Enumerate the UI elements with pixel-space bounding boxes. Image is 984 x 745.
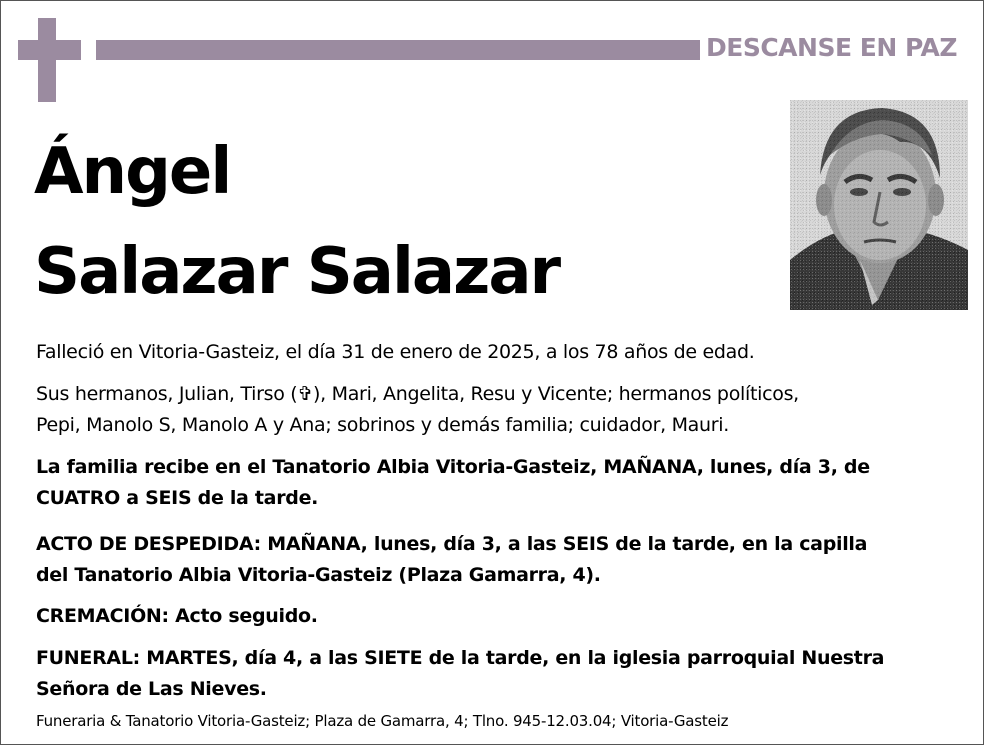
- rip-heading: DESCANSE EN PAZ: [706, 33, 957, 62]
- reception-paragraph: [36, 452, 956, 514]
- funeral-home-footer: Funeraria & Tanatorio Vitoria-Gasteiz; Plaza de Gamarra, 4; Tlno. 945-12.03.04; Vitoria-Gasteiz: [36, 712, 729, 730]
- family-paragraph: [36, 379, 956, 441]
- portrait-photo: [790, 100, 968, 310]
- family-line-1: [36, 379, 956, 410]
- deceased-first-name: Ángel: [34, 135, 231, 209]
- farewell-line-2: del Tanatorio Albia Vitoria-Gasteiz (Plaza Gamarra, 4).: [36, 564, 601, 586]
- family-line-1-start: Sus hermanos, Julian, Tirso (: [36, 383, 298, 405]
- header-divider-bar: [96, 40, 700, 60]
- cremation-text: CREMACIÓN: Acto seguido.: [36, 605, 318, 627]
- farewell-line-1: ACTO DE DESPEDIDA: MAÑANA, lunes, día 3, a las SEIS de la tarde, en la capilla: [36, 533, 868, 555]
- farewell-paragraph: [36, 529, 956, 591]
- funeral-line-1: FUNERAL: MARTES, día 4, a las SIETE de la tarde, en la iglesia parroquial Nuestra: [36, 647, 885, 669]
- family-line-2: Pepi, Manolo S, Manolo A y Ana; sobrinos y demás familia; cuidador, Mauri.: [36, 414, 729, 436]
- reception-line-1: La familia recibe en el Tanatorio Albia Vitoria-Gasteiz, MAÑANA, lunes, día 3, de: [36, 456, 870, 478]
- family-line-1-end: ), Mari, Angelita, Resu y Vicente; hermanos políticos,: [313, 383, 799, 405]
- cross-horizontal-bar: [18, 40, 81, 60]
- funeral-paragraph: [36, 643, 956, 705]
- portrait-photo-icon: [790, 100, 968, 310]
- reception-line-2: CUATRO a SEIS de la tarde.: [36, 487, 319, 509]
- deceased-last-names: Salazar Salazar: [34, 235, 560, 309]
- death-notice-text: Falleció en Vitoria-Gasteiz, el día 31 de enero de 2025, a los 78 años de edad.: [36, 341, 755, 363]
- cross-vertical-bar: [38, 18, 56, 102]
- funeral-line-2: Señora de Las Nieves.: [36, 678, 267, 700]
- deceased-cross-icon: ✞: [297, 383, 314, 405]
